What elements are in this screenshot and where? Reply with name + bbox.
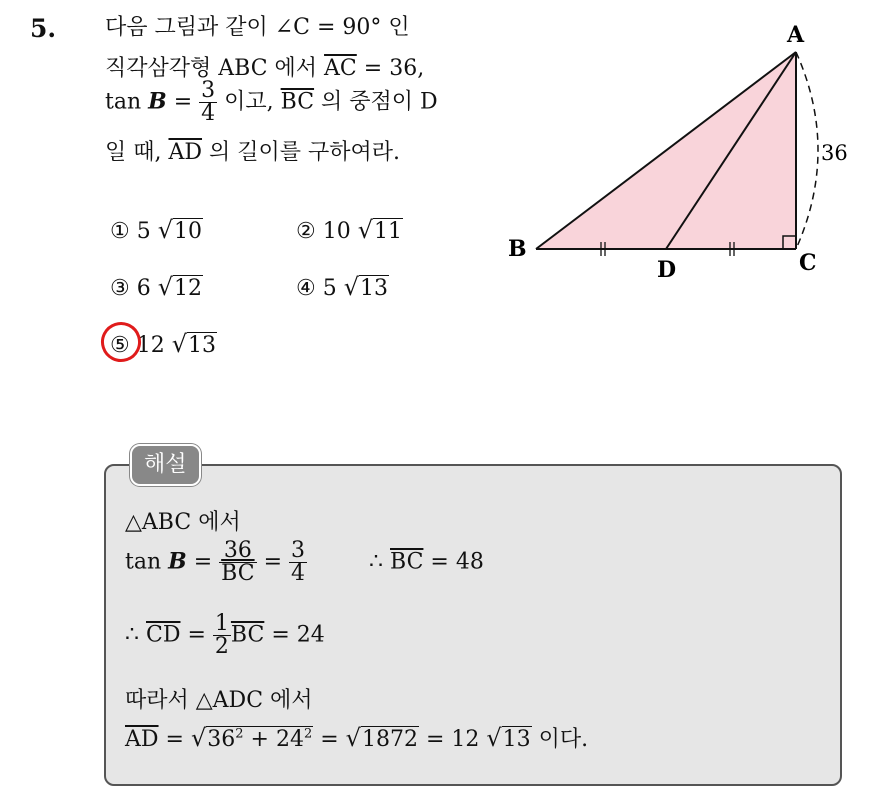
label-b: B: [508, 236, 527, 262]
tan-text: tan: [105, 89, 149, 115]
solution-line-1: △ABC 에서: [125, 510, 241, 535]
exponent: 2: [235, 726, 244, 742]
text: 의 중점이 D: [314, 89, 438, 115]
choice-radicand: 13: [360, 276, 389, 301]
answer-circle-mark: [96, 317, 146, 367]
segment-ad: $\overline{AD}$: [125, 727, 159, 752]
question-number: 5.: [30, 14, 57, 43]
choice-mark: ④: [296, 276, 316, 301]
text: = 36,: [356, 56, 425, 81]
radicand-2: 1872: [361, 727, 418, 752]
equals: =: [180, 622, 213, 648]
fraction-3-4: [289, 540, 307, 585]
equals: =: [158, 727, 191, 752]
triangle-figure: [490, 20, 870, 290]
label-c: C: [799, 250, 817, 276]
equals: =: [186, 549, 220, 575]
choice-radicand: 12: [174, 276, 203, 301]
question-line-2: [105, 55, 424, 83]
segment-bc: $\overline{BC}$: [280, 89, 315, 115]
choice-radicand: 11: [374, 219, 403, 244]
term: + 24: [243, 727, 304, 752]
text: 이다.: [531, 727, 589, 752]
choice-4[interactable]: [296, 273, 389, 301]
fraction-1-2: [213, 613, 231, 658]
angle-b: B: [168, 548, 187, 575]
choice-coef: 10: [322, 219, 351, 244]
solution-line-5: [125, 722, 588, 753]
sqrt-icon: √: [345, 724, 361, 752]
numerator: 1: [214, 611, 229, 636]
choice-2[interactable]: [296, 216, 403, 244]
choice-mark: ①: [110, 219, 130, 244]
denominator: 4: [201, 101, 216, 126]
text: = 12: [418, 727, 480, 752]
dashed-arc: [796, 52, 818, 249]
text: 의 길이를 구하여라.: [202, 140, 401, 165]
solution-line-4: 따라서 △ADC 에서: [125, 688, 313, 713]
value: = 24: [264, 622, 325, 648]
sqrt-icon: √: [190, 724, 207, 752]
choice-coef: 6: [136, 276, 151, 301]
radicand-1: [206, 726, 313, 752]
solution-tab: 해설: [130, 444, 201, 486]
angle-b: B: [148, 88, 167, 115]
equals: =: [313, 727, 346, 752]
equals: =: [256, 549, 289, 575]
segment-ac: $\overline{AC}$: [324, 56, 357, 81]
segment-ad: $\overline{AD}$: [168, 140, 203, 165]
segment-bc: $\overline{BC}$: [230, 622, 265, 648]
denominator: 2: [214, 634, 229, 659]
choice-radicand: 13: [188, 333, 217, 358]
equals: =: [166, 89, 200, 115]
sqrt-icon: √: [486, 724, 502, 752]
segment-cd: $\overline{CD}$: [146, 622, 181, 648]
label-d: D: [657, 257, 677, 283]
numerator: 3: [291, 538, 305, 563]
solution-line-3: [125, 613, 325, 658]
question-line-1: 다음 그림과 같이 ∠C = 90° 인: [105, 15, 410, 40]
therefore-symbol: ∴: [125, 622, 146, 648]
therefore-symbol: ∴: [369, 549, 390, 575]
choice-coef: 5: [322, 276, 337, 301]
choice-mark: ②: [296, 219, 316, 244]
choice-mark: ⑤: [110, 333, 130, 358]
radicand-3: 13: [502, 727, 531, 752]
tan-text: tan: [125, 549, 169, 575]
numerator: 3: [201, 78, 216, 103]
numerator: 36: [223, 538, 252, 563]
question-line-4: [105, 139, 400, 167]
fraction-3-4: [199, 80, 217, 125]
sqrt-icon: √: [157, 216, 174, 244]
exponent: 2: [303, 726, 313, 742]
denominator: BC: [221, 561, 255, 586]
value: = 48: [423, 549, 484, 575]
text: 직각삼각형 ABC 에서: [105, 56, 325, 81]
choice-mark: ③: [110, 276, 130, 301]
sqrt-icon: √: [343, 273, 360, 301]
choice-1[interactable]: [110, 216, 203, 244]
choice-3[interactable]: [110, 273, 203, 301]
text: 일 때,: [105, 140, 169, 165]
segment-bc: $\overline{BC}$: [390, 549, 424, 575]
choice-coef: 12: [136, 333, 165, 358]
sqrt-icon: √: [157, 273, 174, 301]
solution-line-2: [125, 540, 484, 585]
term: 36: [207, 727, 236, 752]
side-length-label: 36: [821, 141, 848, 165]
question-line-3: [105, 80, 438, 125]
label-a: A: [787, 22, 805, 48]
denominator: 4: [291, 561, 305, 586]
sqrt-icon: √: [357, 216, 374, 244]
sqrt-icon: √: [171, 330, 188, 358]
fraction-36-bc: [219, 540, 256, 585]
choice-coef: 5: [136, 219, 151, 244]
text: 이고,: [217, 89, 281, 115]
choice-radicand: 10: [174, 219, 203, 244]
